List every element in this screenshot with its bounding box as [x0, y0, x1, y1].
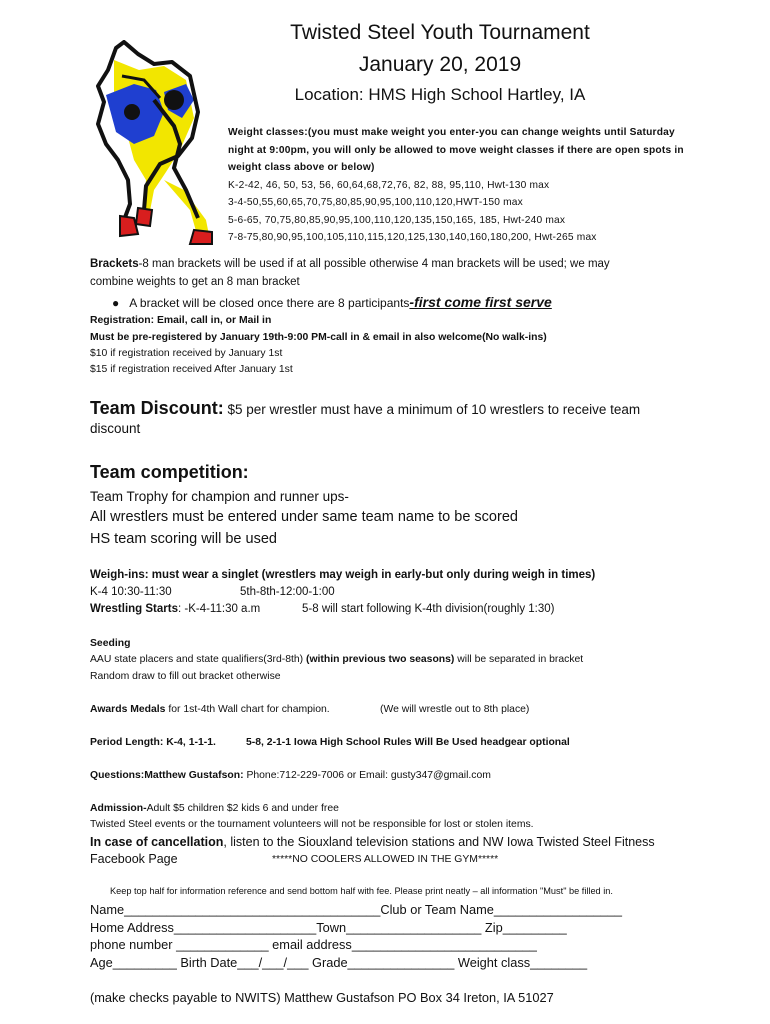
- brackets-line: [90, 258, 610, 270]
- bracket-close-bullet: [112, 294, 552, 310]
- awards-line: [90, 704, 330, 715]
- bracket-close-text: A bracket will be closed once there are 8 participants: [129, 296, 410, 310]
- wrestling-starts-line: [90, 603, 260, 615]
- disclaimer-line: Twisted Steel events or the tournament volunteers will not be responsible for lost or stolen items.: [90, 819, 534, 830]
- team-discount-line: [90, 398, 640, 419]
- team-competition-heading: Team competition:: [90, 462, 249, 482]
- age-birthdate-field[interactable]: Age_________ Birth Date___/___/___ Grade_______________ Weight class________: [90, 955, 588, 970]
- payable-to-line: (make checks payable to NWITS) Matthew Gustafson PO Box 34 Ireton, IA 51027: [90, 990, 554, 1005]
- awards-label: Awards Medals: [90, 704, 166, 715]
- period-length-58: 5-8, 2-1-1 Iowa High School Rules Will Be Used headgear optional: [246, 737, 570, 748]
- questions-line: [90, 770, 491, 781]
- seeding-text-c: will be separated in bracket: [454, 654, 584, 665]
- admission-text: Adult $5 children $2 kids 6 and under free: [146, 803, 339, 814]
- seeding-text-a: AAU state placers and state qualifiers(3rd-8th): [90, 654, 306, 665]
- name-club-field[interactable]: Name____________________________________Club or Team Name__________________: [90, 902, 623, 917]
- team-trophy-line: Team Trophy for champion and runner ups-: [90, 489, 349, 504]
- team-name-line: All wrestlers must be entered under same team name to be scored: [90, 509, 518, 525]
- wrestling-starts-k4: : -K-4-11:30 a.m: [177, 603, 261, 615]
- weight-classes-intro: :(you must make weight you enter-you can change weights until Saturday night at 9:00pm, you will only be allowed to move weight classes if there are open spots in weight class above or below): [228, 127, 684, 173]
- weight-row-k2: K-2-42, 46, 50, 53, 56, 60,64,68,72,76, 82, 88, 95,110, Hwt-130 max: [228, 179, 550, 191]
- seeding-heading: Seeding: [90, 638, 131, 649]
- period-length-label: Period Length: K-4, 1-1-1.: [90, 737, 216, 748]
- facebook-page-line: Facebook Page: [90, 852, 178, 866]
- brackets-text: -8 man brackets will be used if at all possible otherwise 4 man brackets will be used; we may: [138, 258, 610, 270]
- hs-scoring-line: HS team scoring will be used: [90, 531, 277, 547]
- cancellation-line: [90, 835, 655, 849]
- weight-classes-block: [228, 124, 688, 247]
- awards-text: for 1st-4th Wall chart for champion.: [165, 704, 330, 715]
- questions-label: Questions:Matthew Gustafson:: [90, 770, 244, 781]
- address-field[interactable]: Home Address____________________Town___________________ Zip_________: [90, 920, 567, 935]
- weight-row-56: 5-6-65, 70,75,80,85,90,95,100,110,120,135,150,165, 185, Hwt-240 max: [228, 214, 566, 226]
- weigh-in-k4: K-4 10:30-11:30: [90, 586, 172, 598]
- team-discount-label: Team Discount:: [90, 398, 224, 418]
- form-instructions: Keep top half for information reference and send bottom half with fee. Please print neatly – all information "Must" be filled in.: [110, 886, 613, 896]
- page-title: Twisted Steel Youth Tournament: [290, 21, 590, 44]
- weigh-in-58: 5th-8th-12:00-1:00: [240, 586, 335, 598]
- admission-line: [90, 803, 339, 814]
- phone-email-field[interactable]: phone number _____________ email address__________________________: [90, 937, 537, 952]
- weigh-ins-heading: Weigh-ins: must wear a singlet (wrestlers may weigh in early-but only during weigh in times): [90, 569, 596, 581]
- wrestling-starts-58: 5-8 will start following K-4th division(roughly 1:30): [302, 603, 555, 615]
- brackets-line-2: combine weights to get an 8 man bracket: [90, 276, 300, 288]
- team-discount-line-2: discount: [90, 421, 141, 436]
- event-date: January 20, 2019: [358, 53, 522, 76]
- fee-early: $10 if registration received by January 1st: [90, 348, 283, 359]
- wrestlers-illustration-icon: [94, 40, 214, 245]
- wrestling-starts-label: Wrestling Starts: [90, 603, 178, 615]
- weight-classes-heading: Weight classes: [228, 127, 305, 138]
- brackets-label: Brackets: [90, 258, 139, 270]
- no-coolers-notice: *****NO COOLERS ALLOWED IN THE GYM*****: [272, 854, 499, 865]
- seeding-line-2: Random draw to fill out bracket otherwise: [90, 671, 281, 682]
- team-discount-text: $5 per wrestler must have a minimum of 10 wrestlers to receive team: [223, 402, 641, 417]
- weight-row-34: 3-4-50,55,60,65,70,75,80,85,90,95,100,110,120,HWT-150 max: [228, 197, 523, 208]
- seeding-text-b: (within previous two seasons): [306, 654, 455, 665]
- cancellation-label: In case of cancellation: [90, 835, 224, 849]
- bullet-dot: ●: [112, 296, 130, 310]
- preregistration-deadline: Must be pre-registered by January 19th-9:00 PM-call in & email in also welcome(No walk-ins): [90, 332, 547, 343]
- awards-note: (We will wrestle out to 8th place): [380, 704, 530, 715]
- event-location: Location: HMS High School Hartley, IA: [294, 85, 586, 104]
- first-come-first-serve: -first come first serve: [409, 294, 552, 310]
- weight-row-78: 7-8-75,80,90,95,100,105,110,115,120,125,130,140,160,180,200, Hwt-265 max: [228, 232, 597, 243]
- cancellation-text: , listen to the Siouxland television stations and NW Iowa Twisted Steel Fitness: [223, 835, 655, 849]
- registration-heading: Registration: Email, call in, or Mail in: [90, 315, 272, 326]
- seeding-line-1: [90, 654, 583, 665]
- admission-label: Admission-: [90, 803, 147, 814]
- questions-contact: Phone:712-229-7006 or Email: gusty347@gmail.com: [243, 770, 491, 781]
- fee-late: $15 if registration received After January 1st: [90, 364, 293, 375]
